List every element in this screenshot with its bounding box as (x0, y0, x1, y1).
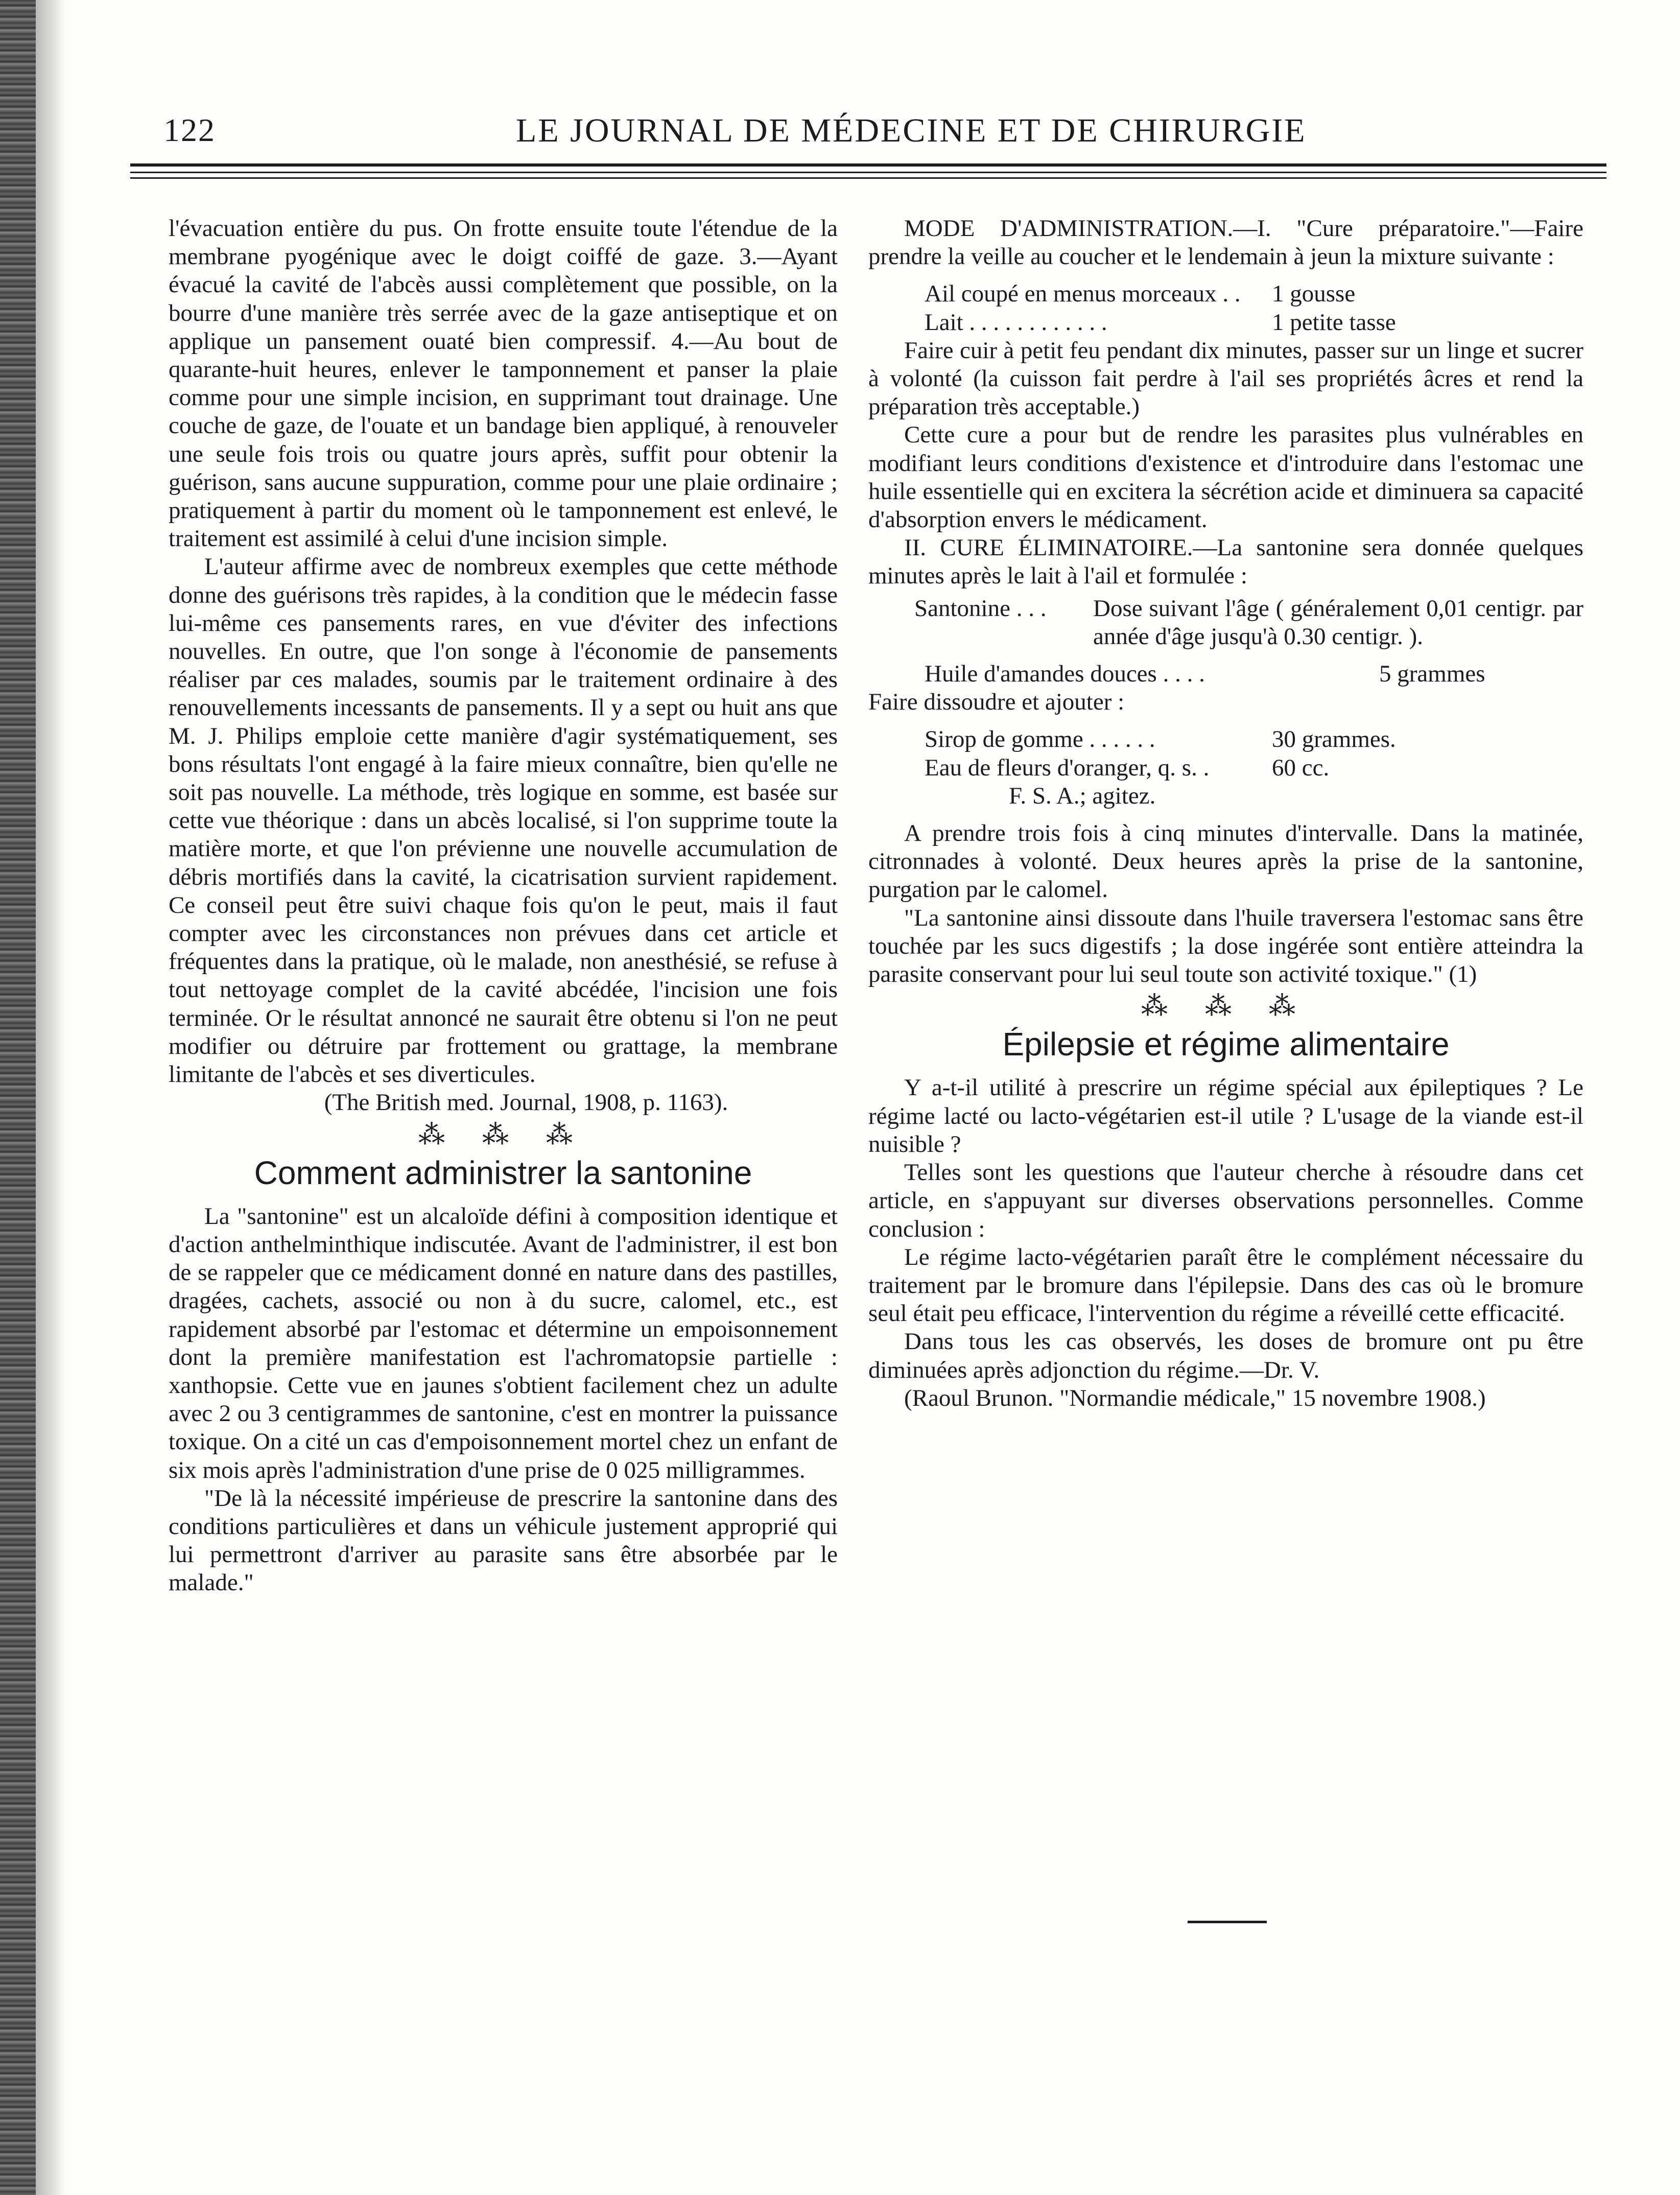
recipe-quantity: 5 grammes (1379, 660, 1485, 688)
header-rule (130, 163, 1606, 167)
recipe-instruction: Faire dissoudre et ajouter : (868, 689, 1125, 716)
source-citation: (Raoul Brunon. "Normandie médicale," 15 novembre 1908.) (904, 1384, 1486, 1411)
dose-instructions: Dose suivant l'âge ( généralement 0,01 centigr. par année d'âge jusqu'à 0.30 centigr. ). (1093, 595, 1583, 650)
recipe-line (868, 725, 1583, 753)
header-rule (130, 172, 1606, 173)
spine-gutter (36, 0, 66, 2195)
paragraph: La "santonine" est un alcaloïde défini à composition identique et d'action anthelminthique indiscutée. Avant de l'administrer, il est bon de se rappeler que ce médicament donné en nature dans des pastilles, dragées, cachets, associé ou non à du sucre, calomel, etc., est rapidement absorbé par l'estomac et détermine un empoisonnement dont la première manifestation est l'achromatopsie partielle : xanthopsie. Cette vue en jaunes s'obtient facilement chez un adulte avec 2 ou 3 centigrammes de santonine, c'est en montrer la puissance toxique. On a cité un cas d'empoisonnement mortel chez un enfant de six mois après l'administration d'une prise de 0 025 milligrammes. (169, 1202, 838, 1483)
right-column (868, 215, 1583, 1412)
paragraph: Cette cure a pour but de rendre les parasites plus vulnérables en modifiant leurs conditions d'existence et d'introduire dans l'estomac une huile essentielle qui en excitera la sécrétion acide et diminuera sa capacité d'absorption envers le médicament. (868, 421, 1583, 533)
book-spine-shadow (0, 0, 36, 2195)
paragraph: "De là la nécessité impérieuse de prescrire la santonine dans des conditions particulières et dans un véhicule justement approprié qui lui permettront d'arriver au parasite sans être absorbée par le malade." (169, 1484, 838, 1596)
end-rule (1188, 1921, 1267, 1923)
citation: (The British med. Journal, 1908, p. 1163). (324, 1089, 728, 1116)
paragraph: A prendre trois fois à cinq minutes d'intervalle. Dans la matinée, citronnades à volonté. Deux heures après la prise de la santonine, purgation par le calomel. (868, 820, 1583, 903)
paragraph: Dans tous les cas observés, les doses de bromure ont pu être diminuées après adjonction du régime.—Dr. V. (868, 1328, 1583, 1383)
paragraph: Telles sont les questions que l'auteur cherche à résoudre dans cet article, en s'appuyant sur diverses observations personnelles. Comme conclusion : (868, 1159, 1583, 1242)
left-column (169, 215, 838, 1597)
paragraph: Le régime lacto-végétarien paraît être le complément nécessaire du traitement par le bromure dans l'épilepsie. Dans des cas où le bromure seul était peu efficace, l'intervention du régime a réveillé cette efficacité. (868, 1243, 1583, 1327)
dose-drug: Santonine . . . (914, 595, 1047, 622)
recipe-line (868, 660, 1583, 688)
paragraph: L'auteur affirme avec de nombreux exemples que cette méthode donne des guérisons très rapides, à la condition que le médecin fasse lui-même ces pansements rares, en vue d'éviter des infections nouvelles. En outre, que l'on songe à l'économie de pansements réaliser par ces malades, soumis par le traitement ordinaire à des renouvellements incessants de pansements. Il y a sept ou huit ans que M. J. Philips emploie cette manière d'agir systématiquement, ses bons résultats l'ont engagé à la faire mieux connaître, bien qu'elle ne soit pas nouvelle. La méthode, très logique en somme, est basée sur cette vue théorique : dans un abcès localisé, si l'on supprime toute la matière morte, et que l'on prévienne une nouvelle accumulation de débris mortifiés dans la cavité, la cicatrisation survient rapidement. Ce conseil peut être suivi chaque fois qu'on le peut, mais il faut compter avec les circonstances non prévues dans cet article et fréquentes dans la pratique, où le malade, non anesthésié, se refuse à tout nettoyage complet de la cavité abcédée, l'incision une fois terminée. Or le résultat annoncé ne saurait être obtenu si l'on ne peut modifier ou détruire par frottement ou grattage, la membrane limitante de l'abcès et ses diverticules. (169, 553, 838, 1088)
recipe-ingredient: Huile d'amandes douces . . . . (925, 660, 1205, 688)
recipe-ingredient: Eau de fleurs d'oranger, q. s. . (925, 754, 1210, 781)
header-rule (130, 177, 1606, 179)
recipe-line (868, 754, 1583, 782)
page-header (163, 111, 1604, 157)
dose-line (868, 595, 1583, 651)
recipe-ingredient: Lait . . . . . . . . . . . . (925, 309, 1107, 336)
paragraph: Y a-t-il utilité à prescrire un régime spécial aux épileptiques ? Le régime lacté ou lacto-végétarien est-il utile ? L'usage de la viande est-il nuisible ? (868, 1074, 1583, 1158)
article-heading: Comment administrer la santonine (254, 1154, 752, 1191)
paragraph: Faire cuir à petit feu pendant dix minutes, passer sur un linge et sucrer à volonté (la cuisson fait perdre à l'ail ses propriétés âcres et rend la préparation très acceptable.) (868, 337, 1583, 420)
paragraph: MODE D'ADMINISTRATION.—I. "Cure préparatoire."—Faire prendre la veille au coucher et le lendemain à jeun la mixture suivante : (868, 215, 1583, 270)
recipe-ingredient: Sirop de gomme . . . . . . (925, 726, 1155, 753)
section-separator: ⁂ ⁂ ⁂ (1141, 992, 1311, 1022)
recipe-line (868, 280, 1583, 308)
recipe-line (868, 309, 1583, 337)
section-separator: ⁂ ⁂ ⁂ (418, 1120, 588, 1150)
header-rules (130, 163, 1606, 179)
recipe-quantity: 1 petite tasse (1272, 309, 1396, 336)
recipe-quantity: 30 grammes. (1272, 726, 1396, 753)
recipe-signature: F. S. A.; agitez. (1009, 782, 1156, 809)
paragraph: l'évacuation entière du pus. On frotte ensuite toute l'étendue de la membrane pyogénique avec le doigt coiffé de gaze. 3.—Ayant évacué la cavité de l'abcès aussi complètement que possible, on la bourre d'une manière très serrée avec de la gaze antiseptique et on applique un pansement ouaté bien compressif. 4.—Au bout de quarante-huit heures, enlever le tamponnement et panser la plaie comme pour une simple incision, en supprimant tout drainage. Une couche de gaze, de l'ouate et un bandage bien appliqué, à renouveler une seule fois trois ou quatre jours après, suffit pour obtenir la guérison, sans aucune suppuration, comme pour une plaie ordinaire ; pratiquement à partir du moment où le tamponnement est enlevé, le traitement est assimilé à celui d'une incision simple. (169, 215, 838, 552)
recipe-quantity: 1 gousse (1272, 280, 1356, 308)
recipe-ingredient: Ail coupé en menus morceaux . . (925, 280, 1241, 308)
page-number: 122 (163, 112, 216, 148)
article-heading: Épilepsie et régime alimentaire (1002, 1026, 1450, 1063)
paragraph: II. CURE ÉLIMINATOIRE.—La santonine sera donnée quelques minutes après le lait à l'ail et formulée : (868, 534, 1583, 589)
running-head: LE JOURNAL DE MÉDECINE ET DE CHIRURGIE (516, 112, 1307, 149)
recipe-quantity: 60 cc. (1272, 754, 1330, 781)
paragraph: "La santonine ainsi dissoute dans l'huile traversera l'estomac sans être touchée par les sucs digestifs ; la dose ingérée sont entière atteindra la parasite conservant pour lui seul toute son activité toxique." (1) (868, 904, 1583, 988)
